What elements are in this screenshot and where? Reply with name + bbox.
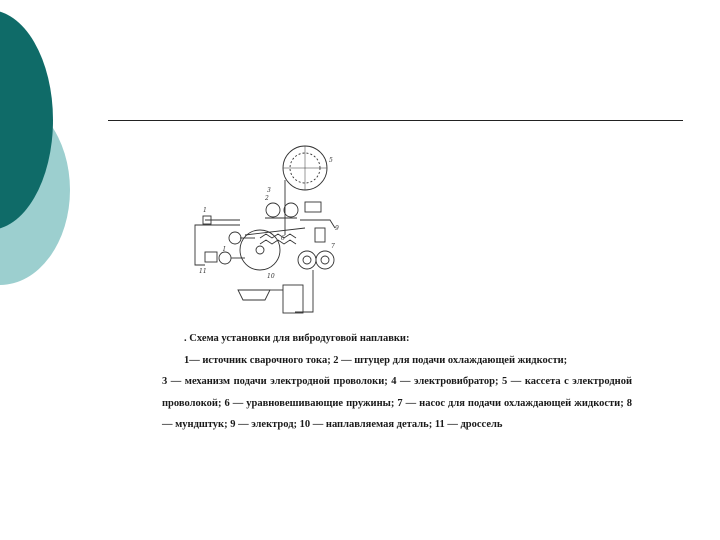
caption-line-1: 1— источник сварочного тока; 2 — штуцер для подачи охлаждающей жидкости; bbox=[184, 354, 568, 366]
svg-text:10: 10 bbox=[267, 273, 275, 280]
caption-title: . Схема установки для вибродуговой наплавки: bbox=[184, 333, 410, 344]
svg-text:9: 9 bbox=[335, 225, 339, 232]
svg-text:3: 3 bbox=[267, 187, 271, 194]
svg-text:2: 2 bbox=[265, 195, 269, 202]
svg-text:7: 7 bbox=[331, 243, 335, 250]
svg-text:5: 5 bbox=[329, 157, 333, 164]
cooling-tank bbox=[238, 290, 270, 300]
voltmeter bbox=[219, 252, 231, 264]
pump bbox=[283, 285, 303, 313]
ammeter bbox=[229, 232, 241, 244]
balancing-springs bbox=[260, 234, 296, 238]
welding-setup-diagram bbox=[185, 140, 355, 325]
workpiece bbox=[298, 251, 316, 269]
svg-text:6: 6 bbox=[281, 235, 285, 242]
feed-roller bbox=[266, 203, 280, 217]
choke bbox=[205, 252, 217, 262]
figure-caption bbox=[162, 328, 632, 436]
svg-text:1: 1 bbox=[203, 207, 207, 214]
svg-text:11: 11 bbox=[199, 268, 207, 275]
svg-text:I: I bbox=[223, 246, 226, 253]
caption-body: 3 — механизм подачи электродной проволоки; 4 — электровибратор; 5 — кассета с электродной проволокой; 6 — уравновешивающие пружины; 7 — насос для подачи охлаждающей жидкости; 8 — мундштук; 9 — электрод; 10 — наплавляемая деталь; 11 — дроссель bbox=[162, 376, 632, 430]
title-rule bbox=[108, 120, 683, 121]
